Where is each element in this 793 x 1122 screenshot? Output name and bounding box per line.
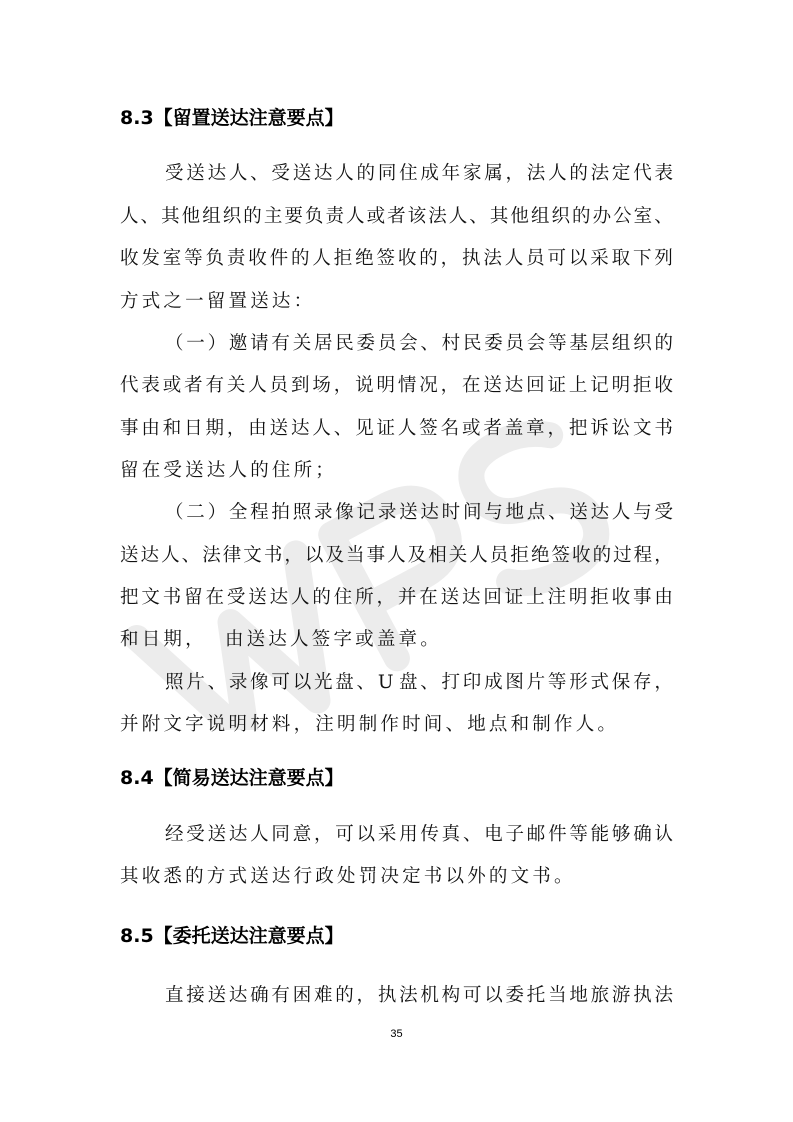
paragraph-line: （ 二 ） 全 程 拍 照 录 像 记 录 送 达 时 间 与 地 点 、 送 达 人 与 受: [165, 502, 673, 523]
paragraph-line: 直 接 送 达 确 有 困 难 的 ， 执 法 机 构 可 以 委 托 当 地 旅 游 执 法: [165, 985, 673, 1006]
paragraph-line: 留在受送达人的住所；: [120, 460, 338, 481]
paragraph-line: 代 表 或 者 有 关 人 员 到 场 ， 说 明 情 况 ， 在 送 达 回 证 上 记 明 拒 收: [120, 375, 673, 396]
section-heading-8-4: 8.4【简易送达注意要点】: [120, 767, 344, 789]
paragraph-line: 人 、 其 他 组 织 的 主 要 负 责 人 或 者 该 法 人 、 其 他 组 织 的 办 公 室 、: [120, 206, 673, 227]
paragraph-line: （ 一 ） 邀 请 有 关 居 民 委 员 会 、 村 民 委 员 会 等 基 层 组 织 的: [165, 333, 673, 354]
paragraph-line: 其收悉的方式送达行政处罚决定书以外的文书。: [120, 866, 576, 887]
paragraph-line: 事 由 和 日 期 ， 由 送 达 人 、 见 证 人 签 名 或 者 盖 章 ， 把 诉 讼 文 书: [120, 418, 673, 439]
paragraph-line: 把 文 书 留 在 受 送 达 人 的 住 所 ， 并 在 送 达 回 证 上 注 明 拒 收 事 由: [120, 587, 673, 608]
paragraph-line: 送 达 人 、 法 律 文 书 ， 以 及 当 事 人 及 相 关 人 员 拒 绝 签 收 的 过 程 ，: [120, 545, 673, 566]
section-heading-8-3: 8.3【留置送达注意要点】: [120, 107, 344, 129]
paragraph-line: 并附文字说明材料，注明制作时间、地点和制作人。: [120, 714, 620, 735]
page-number: 35: [390, 1028, 403, 1040]
paragraph-line: 收 发 室 等 负 责 收 件 的 人 拒 绝 签 收 的 ， 执 法 人 员 可 以 采 取 下 列: [120, 248, 673, 269]
paragraph-line: 方式之一留置送达：: [120, 291, 316, 312]
paragraph-line: 经 受 送 达 人 同 意 ， 可 以 采 用 传 真 、 电 子 邮 件 等 能 够 确 认: [165, 824, 673, 845]
paragraph-line: 受 送 达 人 、 受 送 达 人 的 同 住 成 年 家 属 ， 法 人 的 法 定 代 表: [165, 163, 673, 184]
section-heading-8-5: 8.5【委托送达注意要点】: [120, 925, 344, 947]
paragraph-line: 和日期， 由送达人签字或盖章。: [120, 629, 442, 650]
paragraph-line: 照 片 、 录 像 可 以 光 盘 、 U 盘 、 打 印 成 图 片 等 形 式 保 存 ，: [165, 672, 673, 693]
